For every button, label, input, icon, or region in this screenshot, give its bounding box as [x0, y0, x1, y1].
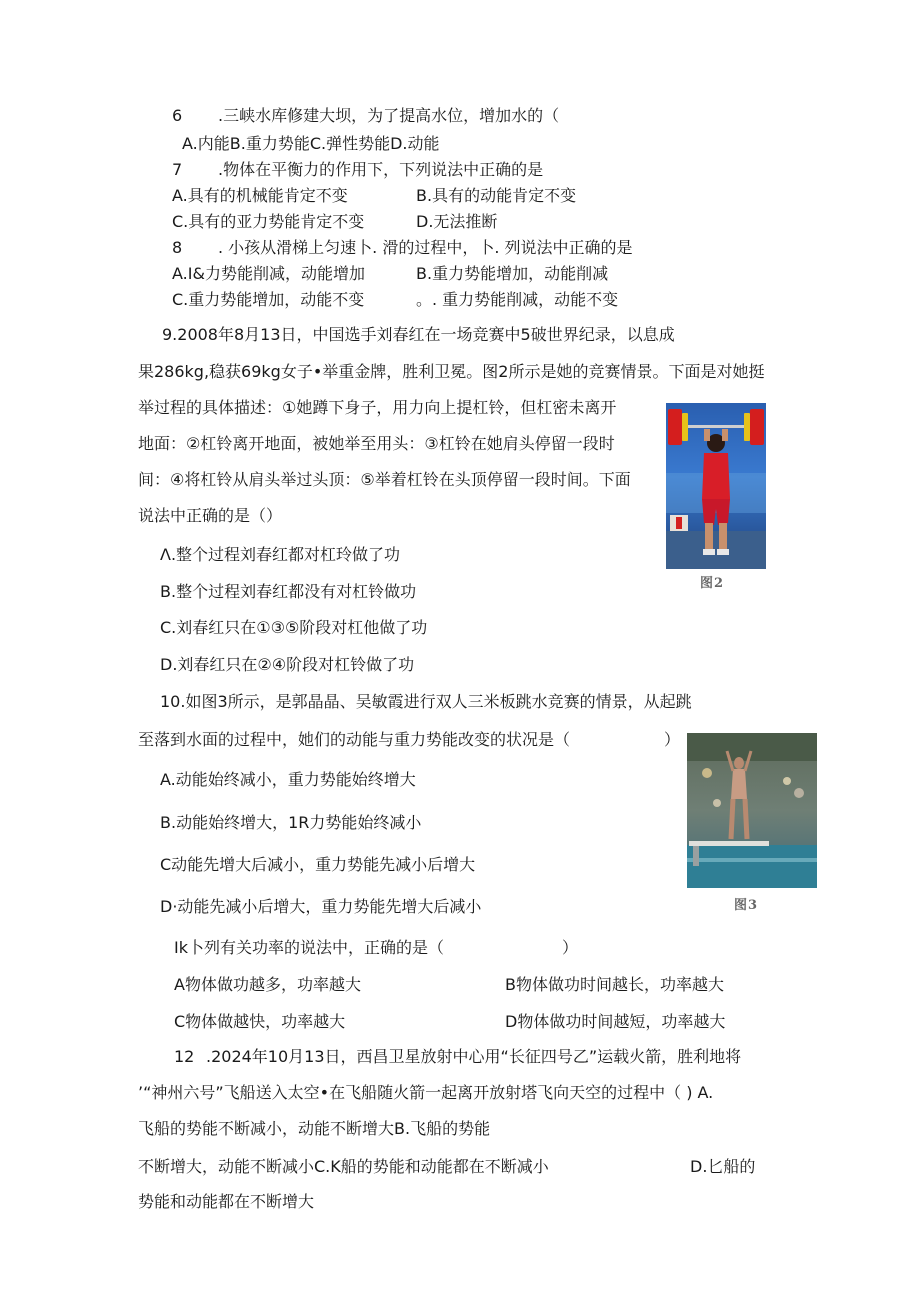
weightlifting-photo: [666, 403, 766, 569]
question-12-line-1: .2024年10月13日，西昌卫星放射中心用“长征四号乙”运载火箭，胜利地将: [206, 1047, 742, 1066]
question-9-option-a: Λ.整个过程刘春红都对杠玲做了功: [160, 545, 401, 564]
question-6-options: A.内能B.重力势能C.弹性势能D.动能: [182, 134, 440, 153]
question-12-line-5: 势能和动能都在不断增大: [138, 1192, 315, 1211]
question-12-line-4-tail: D.匕船的: [690, 1157, 756, 1176]
weightlifter-illustration: [666, 403, 766, 569]
question-11-option-c: C物体做越快，功率越大: [174, 1012, 346, 1031]
question-10-line-2: 至落到水面的过程中，她们的动能与重力势能改变的状况是（: [138, 730, 571, 749]
question-8-stem: . 小孩从滑梯上匀速卜. 滑的过程中，卜. 列说法中正确的是: [218, 238, 633, 257]
question-10-option-c: C动能先增大后减小，重力势能先减小后增大: [160, 855, 476, 874]
question-7-option-b: B.具有的动能肯定不变: [416, 186, 577, 205]
question-6-stem: .三峡水库修建大坝，为了提高水位，增加水的（: [218, 106, 560, 125]
question-7-option-c: C.具有的亚力势能肯定不变: [172, 212, 365, 231]
question-11-stem: Ik卜列有关功率的说法中，正确的是（: [174, 938, 444, 957]
question-9-option-d: D.刘春红只在②④阶段对杠铃做了功: [160, 655, 415, 674]
question-9-line-3: 举过程的具体描述：①她蹲下身子，用力向上提杠铃，但杠密未离开: [138, 398, 617, 417]
question-8-option-a: A.I&力势能削减，动能增加: [172, 264, 365, 283]
figure-2-caption: 图2: [700, 576, 725, 591]
figure-3-caption: 图3: [734, 898, 759, 913]
question-12-number: 12: [174, 1047, 195, 1066]
question-11-stem-close: ）: [562, 938, 579, 957]
question-9-option-b: B.整个过程刘春红都没有对杠铃做功: [160, 582, 417, 601]
question-8-option-b: B.重力势能增加，动能削减: [416, 264, 609, 283]
question-6-number: 6: [172, 106, 183, 125]
question-9-line-2: 果286kg,稳获69kg女子•举重金牌，胜利卫冕。图2所示是她的竞赛情景。下面是对她挺: [138, 362, 765, 381]
question-10-option-d: D·动能先减小后增大，重力势能先增大后减小: [160, 897, 482, 916]
diver-illustration: [687, 733, 817, 888]
question-12-line-2: ’“神州六号”飞船送入太空•在飞船随火箭一起离开放射塔飞向天空的过程中（ ) A.: [138, 1083, 714, 1102]
question-9-option-c: C.刘春红只在①③⑤阶段对杠他做了功: [160, 618, 428, 637]
question-8-number: 8: [172, 238, 183, 257]
question-11-option-d: D物体做功时间越短，功率越大: [505, 1012, 726, 1031]
question-11-option-b: B物体做功时间越长，功率越大: [505, 975, 724, 994]
question-10-line-1: 10.如图3所示，是郭晶晶、吴敏霞进行双人三米板跳水竞赛的情景，从起跳: [160, 692, 692, 711]
question-10-line-2-close: ）: [664, 730, 681, 749]
question-10-option-b: B.动能始终增大，1R力势能始终减小: [160, 813, 422, 832]
question-7-option-d: D.无法推断: [416, 212, 498, 231]
question-10-option-a: A.动能始终减小，重力势能始终增大: [160, 770, 416, 789]
question-7-stem: .物体在平衡力的作用下，下列说法中正确的是: [218, 160, 544, 179]
question-9-line-1: 9.2008年8月13日，中国选手刘春红在一场竞赛中5破世界纪录，以息成: [162, 325, 675, 344]
question-12-line-3: 飞船的势能不断减小，动能不断增大B.飞船的势能: [138, 1119, 491, 1138]
question-7-number: 7: [172, 160, 183, 179]
diving-photo: [687, 733, 817, 888]
question-8-option-d: 。. 重力势能削减，动能不变: [416, 290, 619, 309]
question-9-line-4: 地面：②杠铃离开地面，被她举至用头：③杠铃在她肩头停留一段时: [138, 434, 615, 453]
question-12-line-4: 不断增大，动能不断减小C.K船的势能和动能都在不断减小: [138, 1157, 549, 1176]
question-9-line-5: 间：④将杠铃从肩头举过头顶：⑤举着杠铃在头顶停留一段时间。下面: [138, 470, 631, 489]
question-7-option-a: A.具有的机械能肯定不变: [172, 186, 348, 205]
question-9-line-6: 说法中正确的是（）: [138, 506, 283, 525]
question-8-option-c: C.重力势能增加，动能不变: [172, 290, 365, 309]
question-11-option-a: A物体做功越多，功率越大: [174, 975, 361, 994]
